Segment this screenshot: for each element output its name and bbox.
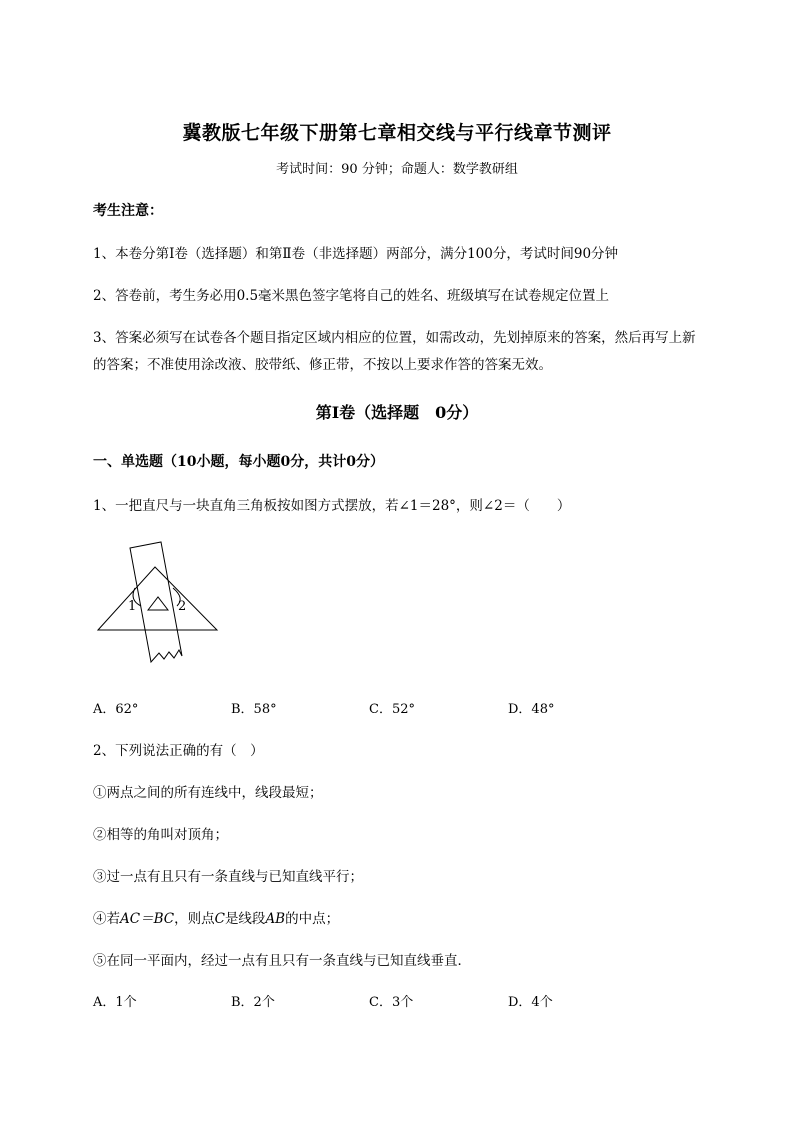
angle-2-label: 2 xyxy=(178,599,187,614)
s4-point: C xyxy=(214,911,225,927)
notice-item: 2、答卷前，考生务必用0.5毫米黑色签字笔将自己的姓名、班级填写在试卷规定位置上 xyxy=(93,288,610,304)
q2-statement: ⑤在同一平面内，经过一点有且只有一条直线与已知直线垂直． xyxy=(93,953,471,969)
ruler-triangle-figure xyxy=(95,540,225,666)
notice-item: 的答案；不准使用涂改液、胶带纸、修正带，不按以上要求作答的答案无效。 xyxy=(93,357,552,373)
q1-option-c[interactable]: C．52° xyxy=(369,702,415,717)
q1-option-b[interactable]: B．58° xyxy=(231,702,277,717)
s4-suffix: 的中点； xyxy=(285,911,340,927)
s4-equation: AC＝BC xyxy=(120,911,175,927)
q2-option-a[interactable]: A．1个 xyxy=(93,995,137,1010)
section-title: 第Ⅰ卷（选择题 0分） xyxy=(315,403,479,422)
notice-item: 1、本卷分第Ⅰ卷（选择题）和第Ⅱ卷（非选择题）两部分，满分100分，考试时间90分钟 xyxy=(93,246,619,262)
q1-option-d[interactable]: D．48° xyxy=(508,702,555,717)
q2-statement-4 xyxy=(93,907,339,927)
q2-statement: ②相等的角叫对顶角； xyxy=(93,827,228,843)
s4-mid2: 是线段 xyxy=(224,911,266,927)
angle-1-label: 1 xyxy=(128,599,137,614)
notice-heading: 考生注意： xyxy=(93,203,163,219)
part-title: 一、单选题（10小题，每小题0分，共计0分） xyxy=(93,454,384,470)
notice-item: 3、答案必须写在试卷各个题目指定区域内相应的位置，如需改动，先划掉原来的答案，然后再写上新 xyxy=(93,330,696,346)
question-2-stem: 2、下列说法正确的有（ ） xyxy=(93,743,264,759)
q2-statement: ③过一点有且只有一条直线与已知直线平行； xyxy=(93,869,363,885)
question-1-stem: 1、一把直尺与一块直角三角板按如图方式摆放，若∠1＝28°，则∠2＝（ ） xyxy=(93,498,571,514)
q2-option-c[interactable]: C．3个 xyxy=(369,995,414,1010)
exam-info: 考试时间：90 分钟；命题人：数学教研组 xyxy=(276,162,518,177)
s4-prefix: ④若 xyxy=(93,911,120,927)
q2-option-b[interactable]: B．2个 xyxy=(231,995,275,1010)
q2-option-d[interactable]: D．4个 xyxy=(508,995,553,1010)
page-title: 冀教版七年级下册第七章相交线与平行线章节测评 xyxy=(182,122,612,144)
s4-mid: ，则点 xyxy=(174,911,215,927)
q2-statement: ①两点之间的所有连线中，线段最短； xyxy=(93,785,323,801)
s4-segment: AB xyxy=(265,911,286,927)
q1-option-a[interactable]: A．62° xyxy=(93,702,139,717)
